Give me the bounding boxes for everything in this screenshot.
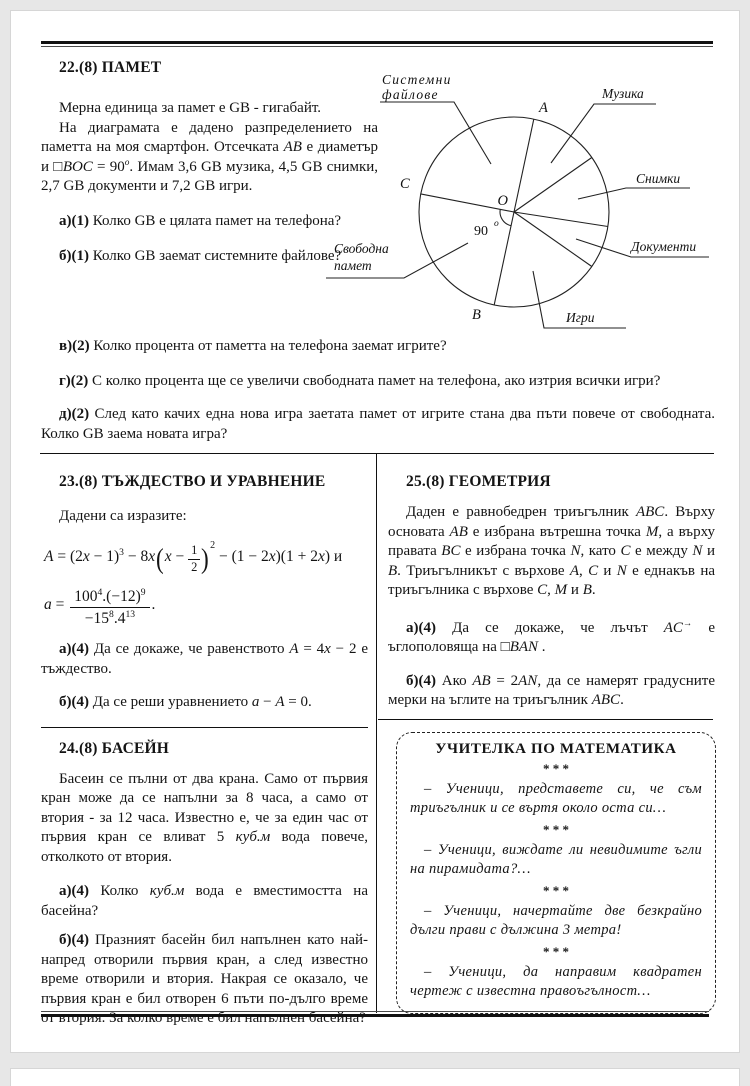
- label-system-files-line1: Системни: [382, 72, 452, 87]
- problem-24-question-a: а)(4) Колко куб.м вода е вместимостта на басейна?: [41, 883, 368, 919]
- problem-22-question-a: а)(1) Колко GB е цялата памет на телефона?: [59, 212, 342, 229]
- problem-22-paragraph-1: Мерна единица за памет е GB - гигабайт.: [59, 100, 322, 116]
- problem-24-title: 24.(8) БАСЕЙН: [59, 739, 170, 757]
- problem-23-question-b: б)(4) Да се реши уравнението a − A = 0.: [59, 694, 312, 711]
- next-page-edge: [10, 1068, 740, 1086]
- problem-25-title: 25.(8) ГЕОМЕТРИЯ: [406, 473, 551, 490]
- problem-23-intro: Дадени са изразите:: [59, 508, 187, 524]
- callout-system-files: [380, 102, 491, 164]
- column-divider: [376, 453, 377, 1013]
- jokes-box-title: УЧИТЕЛКА ПО МАТЕМАТИКА: [435, 740, 677, 757]
- sector-line-photos-docs: [514, 212, 608, 227]
- label-music: Музика: [602, 86, 644, 101]
- jokes-separator: * * *: [543, 882, 569, 898]
- label-games: Игри: [566, 310, 595, 325]
- left-column-divider: [41, 727, 368, 728]
- angle-90-superscript: o: [494, 219, 499, 229]
- jokes-separator: * * *: [543, 821, 569, 837]
- callout-photos: [578, 188, 690, 199]
- left-column: [41, 463, 368, 1029]
- problem-23-question-a: а)(4) Да се докаже, че равенството A = 4x − 2 е тъждество.: [41, 641, 368, 677]
- jokes-separator: * * *: [543, 943, 569, 959]
- problem-22-title: 22.(8) ПАМЕТ: [59, 59, 162, 76]
- point-label-C: C: [400, 176, 410, 192]
- right-angle-arc: [500, 209, 511, 225]
- joke-3: – Ученици, начертайте две безкрайно дълги прави с дължина 3 метра!: [410, 902, 702, 938]
- problem-25-question-b: б)(4) Ако AB = 2AN, да се намерят градусните мерки на ъглите на триъгълник ABC.: [388, 672, 715, 708]
- formula-A: $A = (2x - 1)^3 - 8x(x$ − $\frac{1}{2}$ )$^2$ − (1 − 2x)(1 + 2x) и: [44, 539, 343, 575]
- problem-25-paragraph: Даден е равнобедрен триъгълник ABC. Върху основата AB е избрана вътрешна точка M, а върху правата BC е избрана точка N, като C е между N и B. Триъгълникът с върхове A, C и N е еднакъв на триъгълника с върхове C, M и B.: [388, 504, 716, 598]
- one-half-fraction: $\frac{1}{2}$: [188, 544, 200, 573]
- joke-1: – Ученици, представете си, че съм триъгълник и се въртя около оста си…: [410, 780, 702, 816]
- big-left-paren: (: [156, 542, 164, 575]
- sector-line-docs-games: [514, 212, 592, 267]
- joke-2: – Ученици, виждате ли невидимите ъгли на пирамидата?…: [410, 841, 702, 877]
- right-column: [388, 463, 715, 1014]
- problem-22-question-g: г)(2) С колко процента ще се увеличи свободната памет на телефона, ако изтрия всички игри?: [59, 372, 661, 389]
- power-fraction: $\frac{100^4.(-12)^9}{-15^8.4^{13}}$: [70, 588, 149, 629]
- label-free-memory-line1: Свободна: [334, 241, 389, 256]
- document-page: [10, 10, 740, 1053]
- label-free-memory-line2: памет: [334, 258, 372, 273]
- problem-25-question-a: а)(4) Да се докаже, че лъчът AC→ е ъглополовяща на □BAN .: [388, 618, 715, 655]
- section-22-wide-questions: [41, 337, 715, 444]
- right-column-divider: [378, 719, 713, 720]
- horizontal-divider: [40, 453, 714, 454]
- label-documents: Документи: [631, 239, 697, 254]
- jokes-separator: * * *: [543, 760, 569, 776]
- problem-24-question-b: б)(4) Празният басейн бил напълнен като най-напред отворили първия кран, а след известно време отворили и втория. Накрая се оказало, че първия кран е бил отворен 6 пъти по-дълго време от втория. За колко време е бил напълнен басейна?: [41, 932, 368, 1027]
- problem-22-question-v: в)(2) Колко процента от паметта на телефона заемат игрите?: [59, 338, 447, 354]
- problem-22-paragraph-2: На диаграмата е дадено разпределението на паметта на моя смартфон. Отсечката AB е диаметър и □BOC = $90^o$. Имам 3,6 GB музика, 4,5 GB снимки, 2,7 GB документи и 7,2 GB игри.: [41, 119, 379, 194]
- paren-exponent: 2: [210, 539, 216, 551]
- joke-4: – Ученици, да направим квадратен чертеж с известна правоъгълност…: [410, 963, 702, 999]
- problem-24-paragraph: Басеин се пълни от два крана. Само от първия кран може да се напълни за 8 часа, а само от втория - за 12 часа. Известно е, че за един час от първия кран се вливат 5 куб.м вода повече, отколкото от втория.: [41, 770, 368, 865]
- angle-90-label: 90: [474, 224, 488, 239]
- point-label-O: O: [497, 193, 508, 209]
- label-photos: Снимки: [636, 171, 681, 186]
- memory-pie-diagram: [326, 46, 731, 341]
- formula-a: a = $\frac{100^4.(-12)^9}{-15^8.4^{13}}$ .: [44, 586, 156, 628]
- point-label-A: A: [539, 100, 548, 116]
- sector-line-music-photos: [514, 158, 592, 213]
- label-system-files-line2: файлове: [382, 87, 439, 102]
- problem-23-title: 23.(8) ТЪЖДЕСТВО И УРАВНЕНИЕ: [59, 473, 326, 490]
- bottom-double-rule: [41, 1011, 709, 1017]
- big-right-paren: ): [201, 542, 210, 575]
- problem-22-question-d: д)(2) След като качих една нова игра заетата памет от игрите стана два пъти повече от свободната. Колко GB заема новата игра?: [41, 406, 715, 442]
- problem-22-question-b: б)(1) Колко GB заемат системните файлове?: [59, 248, 342, 264]
- point-label-B: B: [472, 307, 481, 323]
- math-teacher-jokes-box: [396, 732, 716, 1014]
